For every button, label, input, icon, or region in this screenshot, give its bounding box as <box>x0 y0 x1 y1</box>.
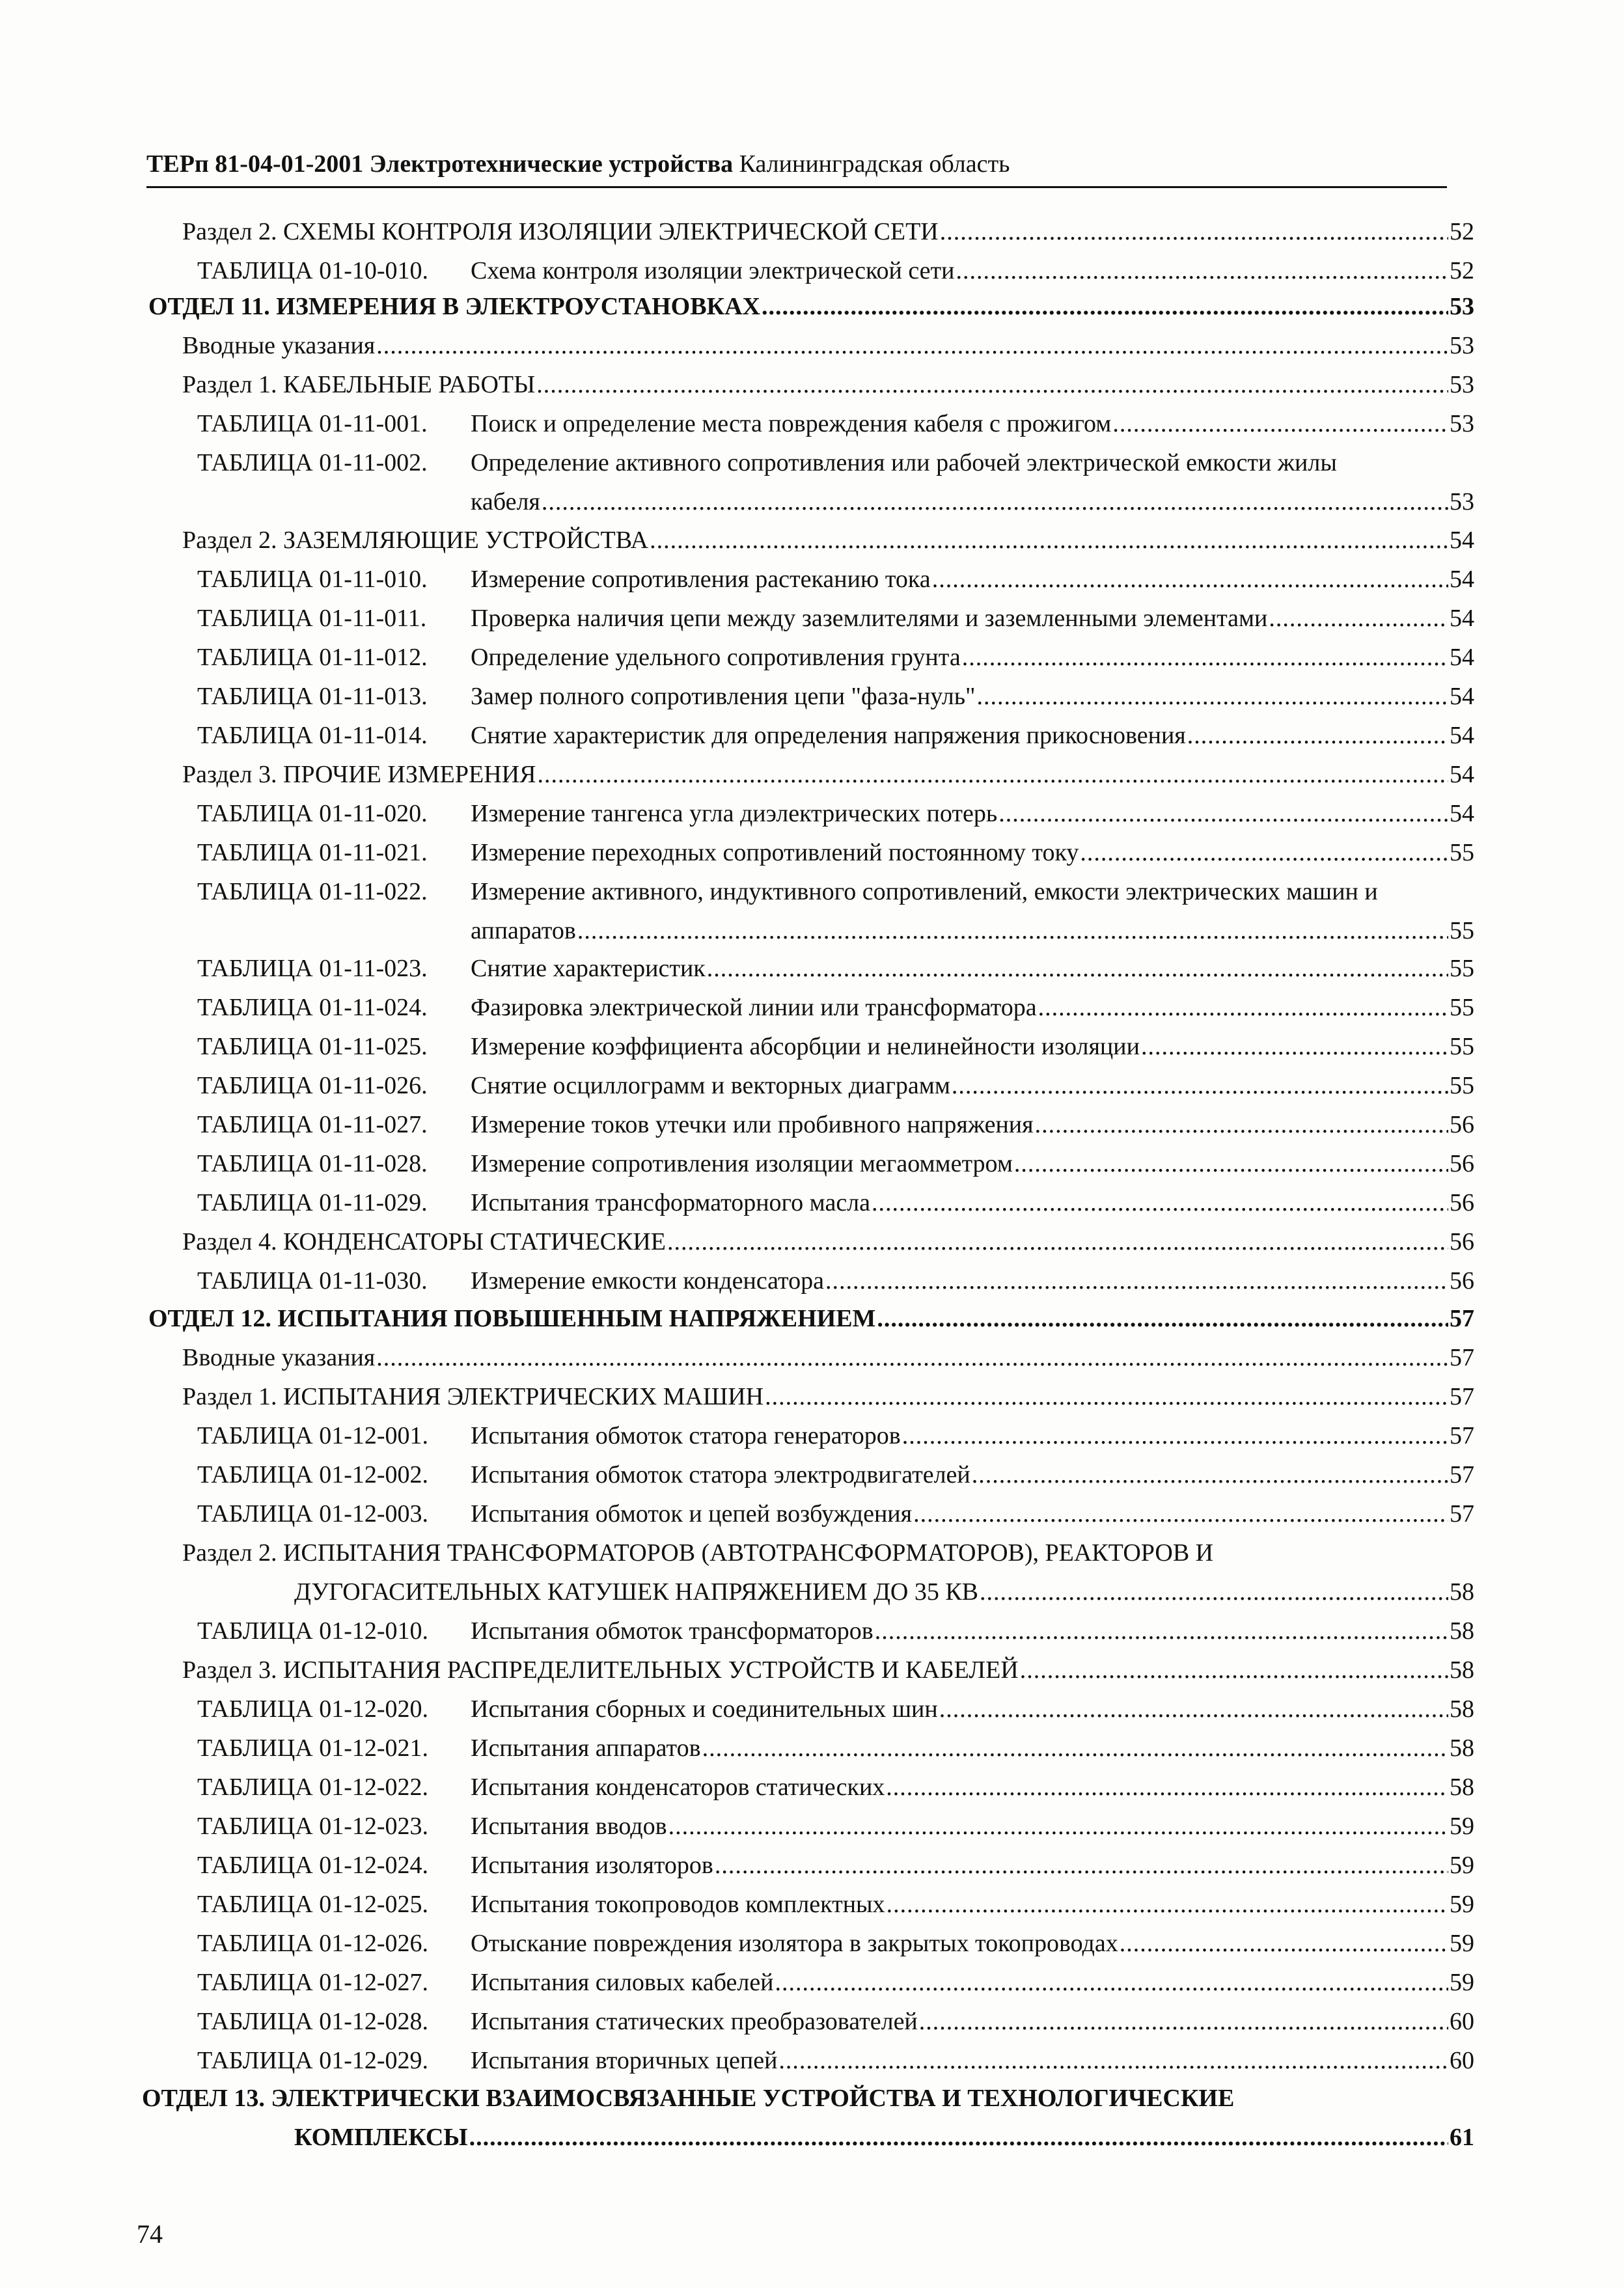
dot-leader <box>376 327 1448 364</box>
toc-page-number: 57 <box>1450 1344 1474 1371</box>
toc-page-number: 59 <box>1450 1852 1474 1879</box>
dot-leader <box>825 1263 1448 1299</box>
toc-entry-title: Измерение переходных сопротивлений постоянному току <box>471 839 1079 866</box>
dot-leader <box>972 1457 1448 1493</box>
toc-page-number: 54 <box>1450 566 1474 593</box>
toc-entry-title: Снятие осциллограмм и векторных диаграмм <box>471 1072 950 1099</box>
toc-entry-title: ОТДЕЛ 13. ЭЛЕКТРИЧЕСКИ ВЗАИМОСВЯЗАННЫЕ УСТРОЙСТВА И ТЕХНОЛОГИЧЕСКИЕ <box>142 2085 1235 2112</box>
toc-table-number: ТАБЛИЦА 01-11-027. <box>197 1111 428 1138</box>
toc-page-number: 53 <box>1450 332 1474 359</box>
dot-leader <box>962 639 1448 676</box>
toc-entry-title: Испытания обмоток и цепей возбуждения <box>471 1500 913 1528</box>
toc-entry-title: Испытания силовых кабелей <box>471 1969 774 1996</box>
toc-entry <box>148 288 1474 325</box>
dot-leader <box>376 1339 1448 1376</box>
dot-leader <box>939 1691 1448 1727</box>
toc-page-number: 52 <box>1450 257 1474 284</box>
toc-entry-title: Проверка наличия цепи между заземлителями и заземленными элементами <box>471 605 1268 632</box>
toc-page-number: 54 <box>1450 605 1474 632</box>
toc-table-number: ТАБЛИЦА 01-11-025. <box>197 1033 428 1060</box>
toc-table-number: ТАБЛИЦА 01-11-026. <box>197 1072 428 1099</box>
toc-entry <box>197 873 1378 910</box>
toc-entry-title: Фазировка электрической линии или трансформатора <box>471 994 1037 1021</box>
dot-leader <box>875 1613 1448 1649</box>
toc-entry <box>197 600 1474 637</box>
toc-table-number: ТАБЛИЦА 01-12-029. <box>197 2047 429 2074</box>
toc-entry <box>182 1652 1474 1688</box>
toc-table-number: ТАБЛИЦА 01-11-001. <box>197 410 428 437</box>
dot-leader <box>940 213 1448 250</box>
toc-table-number: ТАБЛИЦА 01-12-024. <box>197 1852 429 1879</box>
dot-leader <box>650 522 1448 558</box>
toc-entry <box>142 2080 1234 2117</box>
toc-table-number: ТАБЛИЦА 01-11-028. <box>197 1150 428 1177</box>
toc-page-number: 61 <box>1450 2124 1474 2151</box>
dot-leader <box>887 1886 1448 1923</box>
toc-table-number: ТАБЛИЦА 01-12-021. <box>197 1734 429 1762</box>
toc-entry <box>197 2042 1474 2079</box>
toc-table-number: ТАБЛИЦА 01-12-003. <box>197 1500 429 1528</box>
toc-entry <box>197 561 1474 597</box>
toc-table-number: ТАБЛИЦА 01-12-028. <box>197 2008 429 2035</box>
toc-page-number: 60 <box>1450 2008 1474 2035</box>
toc-entry-title: Отыскание повреждения изолятора в закрытых токопроводах <box>471 1930 1118 1957</box>
dot-leader <box>932 561 1448 597</box>
toc-entry <box>197 253 1474 289</box>
dot-leader <box>919 2003 1448 2040</box>
toc-page-number: 54 <box>1450 800 1474 827</box>
toc-entry-title: Схема контроля изоляции электрической сети <box>471 257 955 284</box>
toc-table-number: ТАБЛИЦА 01-11-002. <box>197 449 428 476</box>
dot-leader <box>1080 834 1448 871</box>
toc-table-number: ТАБЛИЦА 01-12-020. <box>197 1695 429 1723</box>
toc-page-number: 56 <box>1450 1189 1474 1216</box>
toc-table-number: ТАБЛИЦА 01-12-026. <box>197 1930 429 1957</box>
toc-page-number: 56 <box>1450 1111 1474 1138</box>
toc-entry-title: Раздел 1. ИСПЫТАНИЯ ЭЛЕКТРИЧЕСКИХ МАШИН <box>182 1383 764 1410</box>
toc-page-number: 58 <box>1450 1734 1474 1762</box>
toc-entry <box>197 1457 1474 1493</box>
dot-leader <box>913 1496 1448 1532</box>
toc-entry-title: Измерение емкости конденсатора <box>471 1267 825 1295</box>
dot-leader <box>1014 1145 1448 1182</box>
toc-table-number: ТАБЛИЦА 01-12-002. <box>197 1461 429 1488</box>
toc-entry <box>197 1613 1474 1649</box>
toc-page-number: 54 <box>1450 722 1474 749</box>
dot-leader <box>1269 600 1448 637</box>
toc-entry <box>197 1925 1474 1962</box>
toc-entry-title: ОТДЕЛ 11. ИЗМЕРЕНИЯ В ЭЛЕКТРОУСТАНОВКАХ <box>148 293 760 320</box>
toc-entry-title: Раздел 2. ИСПЫТАНИЯ ТРАНСФОРМАТОРОВ (АВТОТРАНСФОРМАТОРОВ), РЕАКТОРОВ И <box>182 1539 1214 1567</box>
toc-entry <box>197 1847 1474 1884</box>
toc-entry-title: Испытания аппаратов <box>471 1734 701 1762</box>
dot-leader <box>1187 717 1448 754</box>
toc-table-number: ТАБЛИЦА 01-11-013. <box>197 683 428 710</box>
dot-leader <box>765 1378 1448 1415</box>
dot-leader <box>886 1769 1448 1805</box>
toc-table-number: ТАБЛИЦА 01-11-010. <box>197 566 428 593</box>
dot-leader <box>1141 1028 1448 1065</box>
toc-entry-title: Испытания статических преобразователей <box>471 2008 918 2035</box>
dot-leader <box>775 1964 1448 2001</box>
toc-page-number: 55 <box>1450 839 1474 866</box>
toc-entry <box>182 366 1474 403</box>
toc-entry <box>197 1769 1474 1805</box>
toc-entry <box>182 756 1474 793</box>
dot-leader <box>977 678 1448 715</box>
toc-entry <box>197 1808 1474 1844</box>
toc-entry-title: Раздел 2. СХЕМЫ КОНТРОЛЯ ИЗОЛЯЦИИ ЭЛЕКТРИЧЕСКОЙ СЕТИ <box>182 218 939 245</box>
dot-leader <box>956 253 1449 289</box>
dot-leader <box>778 2042 1448 2079</box>
toc-page-number: 57 <box>1450 1461 1474 1488</box>
toc-page-number: 54 <box>1450 644 1474 671</box>
toc-entry-title: Снятие характеристик для определения напряжения прикосновения <box>471 722 1186 749</box>
dot-leader <box>762 288 1448 325</box>
toc-table-number: ТАБЛИЦА 01-10-010. <box>197 257 429 284</box>
toc-entry-title-continued: аппаратов <box>471 917 576 944</box>
toc-entry <box>197 795 1474 832</box>
toc-entry-title: Измерение активного, индуктивного сопротивлений, емкости электрических машин и <box>471 878 1378 905</box>
toc-entry-title: Испытания токопроводов комплектных <box>471 1891 885 1918</box>
toc-page-number: 57 <box>1450 1383 1474 1410</box>
dot-leader <box>872 1185 1448 1221</box>
toc-table-number: ТАБЛИЦА 01-12-025. <box>197 1891 429 1918</box>
dot-leader <box>1120 1925 1448 1962</box>
toc-page-number: 57 <box>1450 1500 1474 1528</box>
toc-entry-title: Определение удельного сопротивления грунта <box>471 644 961 671</box>
toc-entry-title: Испытания обмоток статора электродвигателей <box>471 1461 970 1488</box>
dot-leader <box>667 1224 1448 1260</box>
toc-page-number: 54 <box>1450 761 1474 788</box>
dot-leader <box>980 1574 1448 1610</box>
toc-entry-title: Испытания обмоток трансформаторов <box>471 1617 874 1645</box>
toc-entry-title: ОТДЕЛ 12. ИСПЫТАНИЯ ПОВЫШЕННЫМ НАПРЯЖЕНИЕМ <box>148 1305 876 1332</box>
toc-page-number: 57 <box>1450 1422 1474 1449</box>
toc-table-number: ТАБЛИЦА 01-12-027. <box>197 1969 429 1996</box>
toc-table-number: ТАБЛИЦА 01-11-021. <box>197 839 428 866</box>
toc-entry <box>197 1496 1474 1532</box>
toc-entry-title: Раздел 3. ИСПЫТАНИЯ РАСПРЕДЕЛИТЕЛЬНЫХ УСТРОЙСТВ И КАБЕЛЕЙ <box>182 1656 1019 1684</box>
toc-entry-continuation <box>294 1574 1474 1610</box>
toc-entry <box>197 1067 1474 1104</box>
toc-entry-title: Замер полного сопротивления цепи "фаза-нуль" <box>471 683 976 710</box>
toc-entry-title: Определение активного сопротивления или рабочей электрической емкости жилы <box>471 449 1337 476</box>
toc-page-number: 59 <box>1450 1891 1474 1918</box>
toc-page-number: 53 <box>1450 371 1474 398</box>
toc-entry-title: Вводные указания <box>182 332 376 359</box>
toc-entry-title: Испытания сборных и соединительных шин <box>471 1695 938 1723</box>
toc-page-number: 58 <box>1450 1578 1474 1606</box>
toc-table-number: ТАБЛИЦА 01-12-023. <box>197 1813 429 1840</box>
toc-entry-title: Испытания обмоток статора генераторов <box>471 1422 901 1449</box>
toc-entry <box>197 950 1474 987</box>
header-title: Электротехнические устройства <box>369 150 734 178</box>
toc-entry <box>197 989 1474 1026</box>
dot-leader <box>537 756 1448 793</box>
toc-table-number: ТАБЛИЦА 01-12-001. <box>197 1422 429 1449</box>
toc-entry-title: Раздел 2. ЗАЗЕМЛЯЮЩИЕ УСТРОЙСТВА <box>182 527 649 554</box>
toc-entry-continuation <box>471 912 1474 949</box>
toc-entry-title: Раздел 1. КАБЕЛЬНЫЕ РАБОТЫ <box>182 371 536 398</box>
toc-page-number: 55 <box>1450 955 1474 982</box>
toc-entry-title-continued: ДУГОГАСИТЕЛЬНЫХ КАТУШЕК НАПРЯЖЕНИЕМ ДО 35 КВ <box>294 1578 979 1606</box>
dot-leader <box>715 1847 1448 1884</box>
toc-page-number: 56 <box>1450 1228 1474 1255</box>
toc-entry-title: Раздел 3. ПРОЧИЕ ИЗМЕРЕНИЯ <box>182 761 536 788</box>
toc-entry <box>182 1535 1213 1571</box>
dot-leader <box>877 1300 1448 1337</box>
toc-entry <box>197 1886 1474 1923</box>
toc-page-number: 53 <box>1450 488 1474 515</box>
toc-entry-title: Измерение сопротивления растеканию тока <box>471 566 931 593</box>
dot-leader <box>902 1418 1448 1454</box>
toc-entry-continuation <box>471 484 1474 520</box>
toc-table-number: ТАБЛИЦА 01-12-022. <box>197 1774 429 1801</box>
toc-table-number: ТАБЛИЦА 01-11-012. <box>197 644 428 671</box>
dot-leader <box>668 1808 1448 1844</box>
toc-page-number: 54 <box>1450 683 1474 710</box>
toc-entry-title: Раздел 4. КОНДЕНСАТОРЫ СТАТИЧЕСКИЕ <box>182 1228 667 1255</box>
toc-table-number: ТАБЛИЦА 01-11-014. <box>197 722 428 749</box>
toc-entry <box>197 639 1474 676</box>
toc-table-number: ТАБЛИЦА 01-11-023. <box>197 955 428 982</box>
toc-entry <box>197 717 1474 754</box>
toc-entry <box>182 1339 1474 1376</box>
toc-table-number: ТАБЛИЦА 01-11-030. <box>197 1267 428 1295</box>
toc-entry <box>182 522 1474 558</box>
toc-entry-title: Снятие характеристик <box>471 955 706 982</box>
dot-leader <box>1020 1652 1448 1688</box>
toc-entry-title: Поиск и определение места повреждения кабеля с прожигом <box>471 410 1112 437</box>
dot-leader <box>536 366 1448 403</box>
toc-entry <box>197 1185 1474 1221</box>
toc-entry-continuation <box>294 2119 1474 2156</box>
toc-page-number: 53 <box>1450 293 1474 320</box>
toc-entry-title: Испытания конденсаторов статических <box>471 1774 885 1801</box>
toc-entry <box>197 2003 1474 2040</box>
toc-page-number: 57 <box>1450 1305 1474 1332</box>
toc-table-number: ТАБЛИЦА 01-11-029. <box>197 1189 428 1216</box>
toc-entry-title: Измерение сопротивления изоляции мегаомметром <box>471 1150 1013 1177</box>
toc-page-number: 59 <box>1450 1969 1474 1996</box>
toc-entry-title: Испытания вводов <box>471 1813 667 1840</box>
toc-table-number: ТАБЛИЦА 01-12-010. <box>197 1617 429 1645</box>
dot-leader <box>952 1067 1448 1104</box>
toc-page-number: 55 <box>1450 994 1474 1021</box>
toc-entry-title: Испытания вторичных цепей <box>471 2047 778 2074</box>
toc-page-number: 55 <box>1450 1072 1474 1099</box>
toc-page-number: 59 <box>1450 1930 1474 1957</box>
toc-table-number: ТАБЛИЦА 01-11-024. <box>197 994 428 1021</box>
toc-entry-title-continued: КОМПЛЕКСЫ <box>294 2124 468 2151</box>
toc-page-number: 56 <box>1450 1150 1474 1177</box>
toc-entry <box>182 213 1474 250</box>
toc-entry <box>197 405 1474 442</box>
dot-leader <box>1035 1106 1448 1143</box>
toc-table-number: ТАБЛИЦА 01-11-011. <box>197 605 427 632</box>
toc-entry <box>197 678 1474 715</box>
toc-page-number: 56 <box>1450 1267 1474 1295</box>
toc-entry <box>197 1263 1474 1299</box>
toc-entry <box>197 1106 1474 1143</box>
dot-leader <box>1112 405 1448 442</box>
toc-page-number: 55 <box>1450 917 1474 944</box>
toc-entry-title: Испытания трансформаторного масла <box>471 1189 871 1216</box>
toc-entry <box>197 834 1474 871</box>
dot-leader <box>998 795 1448 832</box>
dot-leader <box>542 484 1448 520</box>
toc-page-number: 53 <box>1450 410 1474 437</box>
toc-page-number: 60 <box>1450 2047 1474 2074</box>
toc-table-number: ТАБЛИЦА 01-11-020. <box>197 800 428 827</box>
toc-table-number: ТАБЛИЦА 01-11-022. <box>197 878 428 905</box>
toc-page-number: 58 <box>1450 1656 1474 1684</box>
toc-entry <box>197 1145 1474 1182</box>
toc-page-number: 58 <box>1450 1617 1474 1645</box>
toc-entry <box>197 1418 1474 1454</box>
dot-leader <box>707 950 1448 987</box>
header-code: ТЕРп 81-04-01-2001 <box>146 150 364 178</box>
dot-leader <box>577 912 1448 949</box>
toc-entry-title-continued: кабеля <box>471 488 540 515</box>
dot-leader <box>702 1730 1448 1766</box>
toc-entry <box>182 1378 1474 1415</box>
toc-page-number: 58 <box>1450 1774 1474 1801</box>
toc-entry <box>182 327 1474 364</box>
toc-entry-title: Измерение токов утечки или пробивного напряжения <box>471 1111 1034 1138</box>
toc-entry-title: Вводные указания <box>182 1344 376 1371</box>
header-region: Калининградская область <box>739 150 1010 178</box>
dot-leader <box>1038 989 1448 1026</box>
toc-page-number: 59 <box>1450 1813 1474 1840</box>
toc-entry-title: Испытания изоляторов <box>471 1852 713 1879</box>
toc-entry <box>197 445 1337 481</box>
toc-entry <box>197 1028 1474 1065</box>
toc-entry-title: Измерение тангенса угла диэлектрических потерь <box>471 800 998 827</box>
toc-page-number: 54 <box>1450 527 1474 554</box>
toc-entry <box>197 1730 1474 1766</box>
toc-entry <box>182 1224 1474 1260</box>
toc-page-number: 52 <box>1450 218 1474 245</box>
toc-entry-title: Измерение коэффициента абсорбции и нелинейности изоляции <box>471 1033 1140 1060</box>
toc-page-number: 58 <box>1450 1695 1474 1723</box>
page-number: 74 <box>137 2219 163 2249</box>
dot-leader <box>469 2119 1448 2156</box>
toc-page-number: 55 <box>1450 1033 1474 1060</box>
toc-entry <box>197 1964 1474 2001</box>
toc-entry <box>197 1691 1474 1727</box>
toc-entry <box>148 1300 1474 1337</box>
